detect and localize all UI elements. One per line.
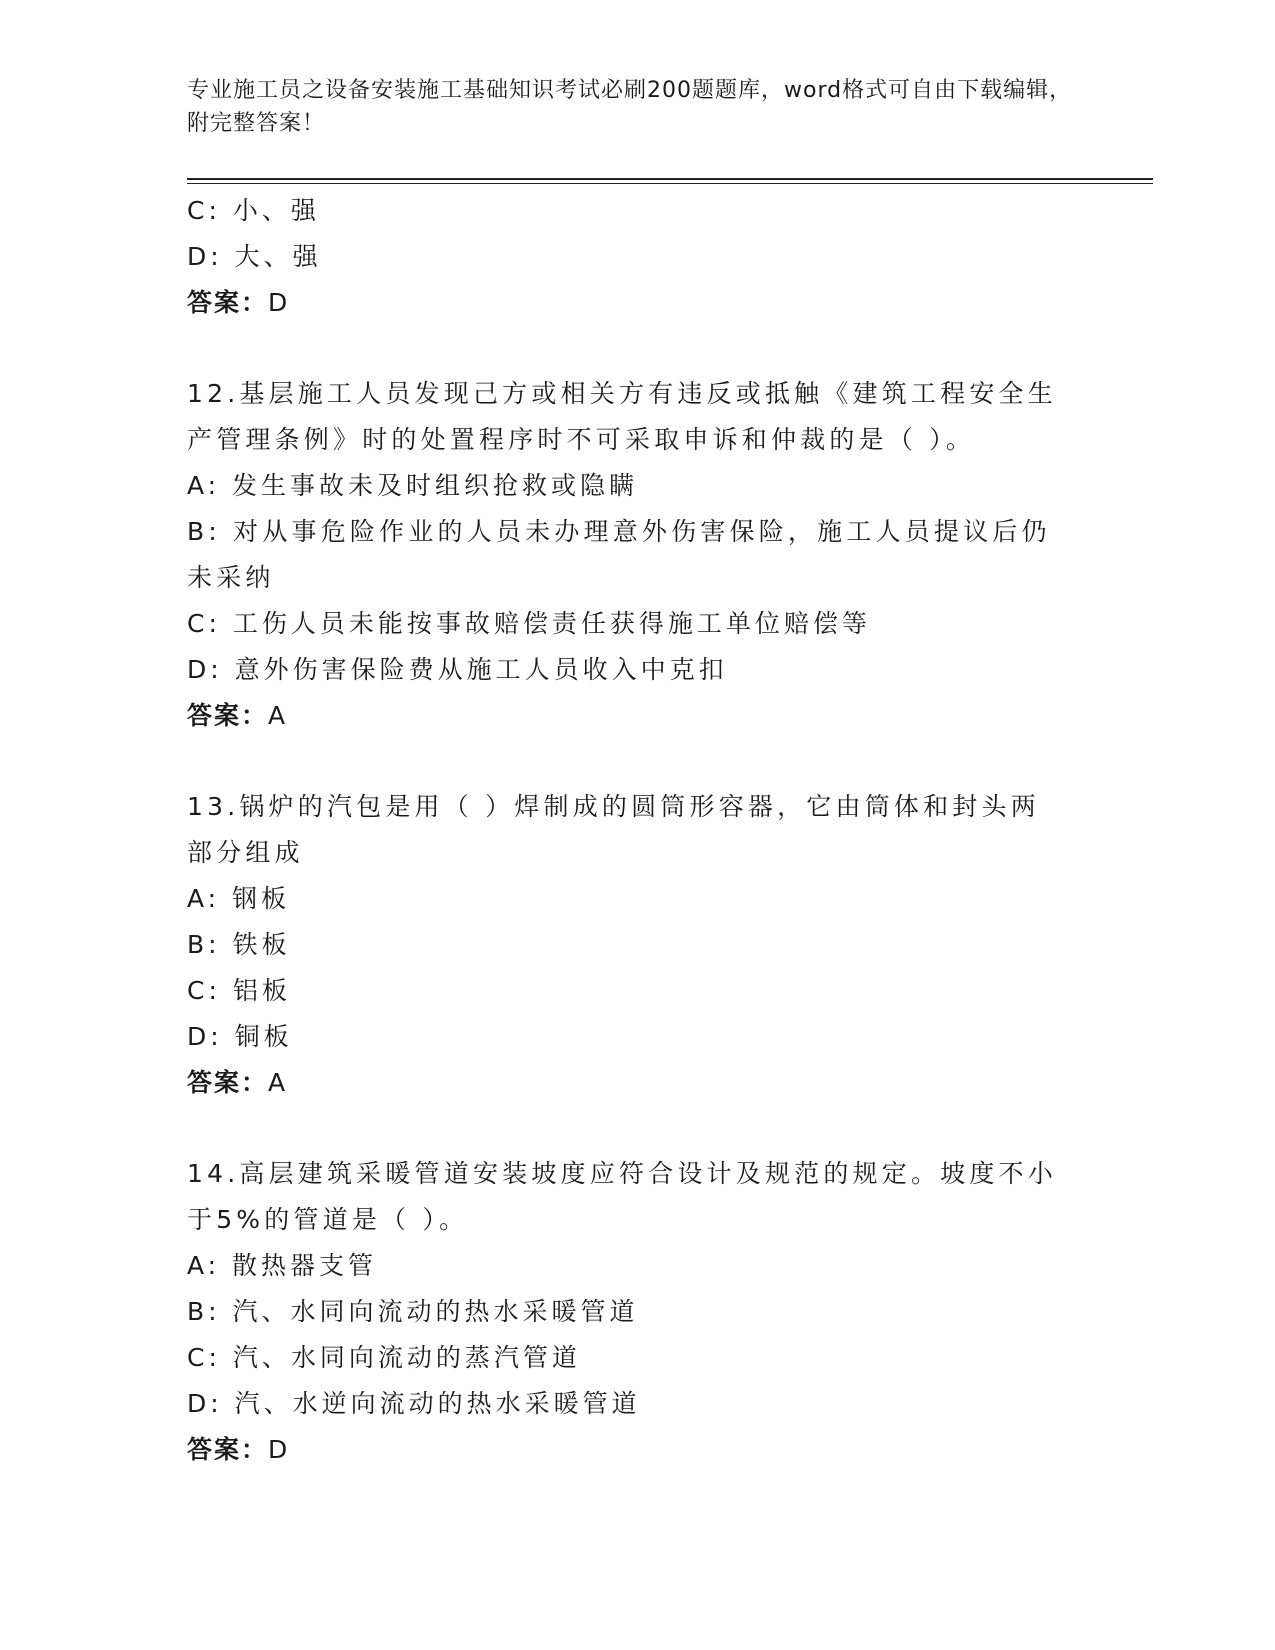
option-d: D: 意外伤害保险费从施工人员收入中克扣 [187, 655, 728, 684]
answer-line [187, 1060, 1087, 1106]
option-c: C: 汽、水同向流动的蒸汽管道 [187, 1343, 581, 1372]
option-c: C: 铝板 [187, 976, 291, 1005]
continued-question [187, 188, 1087, 326]
header-divider-thick [187, 178, 1153, 180]
page-header [187, 74, 1087, 140]
question-title: 12.基层施工人员发现己方或相关方有违反或抵触《建筑工程安全生产管理条例》时的处置程序时不可采取申诉和仲裁的是（ ）。 [187, 379, 1057, 454]
answer-value: D [268, 1435, 290, 1464]
option-a: A: 钢板 [187, 884, 291, 913]
spacer [187, 739, 1087, 784]
option-d: D: 大、强 [187, 242, 322, 271]
spacer [187, 1106, 1087, 1151]
answer-value: D [268, 288, 290, 317]
question-12 [187, 371, 1087, 739]
option-b: B: 对从事危险作业的人员未办理意外伤害保险，施工人员提议后仍未采纳 [187, 517, 1051, 592]
option-b: B: 汽、水同向流动的热水采暖管道 [187, 1297, 639, 1326]
answer-line [187, 693, 1087, 739]
option-d: D: 汽、水逆向流动的热水采暖管道 [187, 1389, 641, 1418]
answer-label: 答案： [187, 1435, 269, 1464]
answer-value: A [268, 701, 288, 730]
question-title: 14.高层建筑采暖管道安装坡度应符合设计及规范的规定。坡度不小于5%的管道是（ ）。 [187, 1159, 1057, 1234]
option-a: A: 散热器支管 [187, 1251, 378, 1280]
option-d: D: 铜板 [187, 1022, 293, 1051]
document-body [187, 188, 1087, 1473]
option-c: C: 工伤人员未能按事故赔偿责任获得施工单位赔偿等 [187, 609, 871, 638]
answer-line [187, 1427, 1087, 1473]
option-c: C: 小、强 [187, 196, 320, 225]
answer-label: 答案： [187, 701, 269, 730]
option-a: A: 发生事故未及时组织抢救或隐瞒 [187, 471, 639, 500]
answer-line [187, 280, 1087, 326]
header-text: 专业施工员之设备安装施工基础知识考试必刷200题题库，word格式可自由下载编辑，附完整答案！ [187, 78, 1073, 136]
spacer [187, 326, 1087, 371]
question-14 [187, 1151, 1087, 1473]
answer-value: A [268, 1068, 288, 1097]
question-title: 13.锅炉的汽包是用（ ）焊制成的圆筒形容器，它由筒体和封头两部分组成 [187, 792, 1040, 867]
answer-label: 答案： [187, 1068, 269, 1097]
question-13 [187, 784, 1087, 1106]
header-divider-thin [187, 183, 1153, 184]
answer-label: 答案： [187, 288, 269, 317]
option-b: B: 铁板 [187, 930, 291, 959]
